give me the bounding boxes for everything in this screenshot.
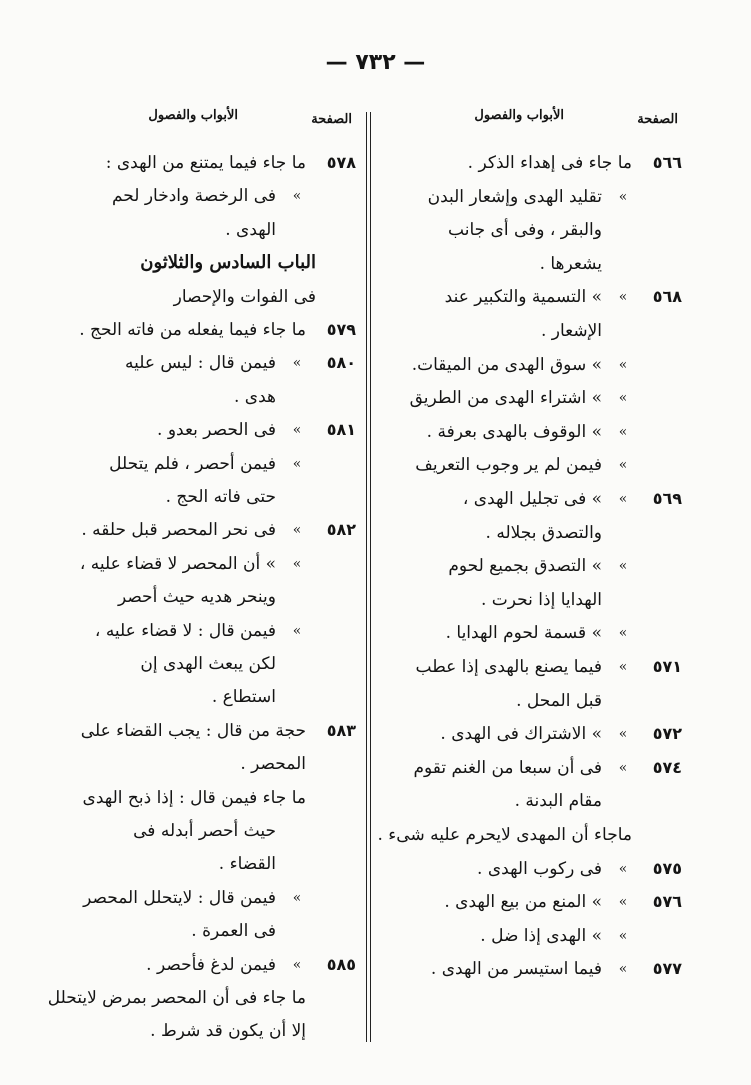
index-entry xyxy=(392,182,682,212)
index-entry xyxy=(56,849,356,879)
entry-page-number: ٥٨٣ xyxy=(326,720,356,740)
ditto-mark: » xyxy=(292,355,302,372)
entry-title: فيمن قال : لا قضاء عليه ، xyxy=(94,620,276,641)
entry-title: القضاء . xyxy=(218,854,276,875)
index-entry xyxy=(56,916,356,946)
index-entry xyxy=(392,282,682,312)
index-entry xyxy=(392,954,682,984)
entry-title: » الاشتراك فى الهدى . xyxy=(440,724,602,745)
index-entry xyxy=(56,315,356,345)
ditto-mark: » xyxy=(618,390,628,407)
column-header xyxy=(56,108,356,144)
entry-title: حجة من قال : يجب القضاء على xyxy=(80,720,306,741)
entry-title: فى الرخصة وادخار لحم xyxy=(111,186,276,207)
header-chapters-label: الأبواب والفصول xyxy=(474,108,564,123)
entry-page-number: ٥٧٥ xyxy=(652,858,682,878)
right-column xyxy=(377,108,682,980)
ditto-mark: » xyxy=(618,289,628,306)
ditto-mark: » xyxy=(618,726,628,743)
entry-title: فيمن أحصر ، فلم يتحلل xyxy=(109,453,276,474)
ditto-mark: » xyxy=(618,188,628,205)
ditto-mark: » xyxy=(618,927,628,944)
header-page-label: الصفحة xyxy=(637,112,678,127)
entry-page-number: ٥٧٤ xyxy=(652,757,682,777)
index-entry xyxy=(392,854,682,884)
entry-page-number: ٥٧٨ xyxy=(326,153,356,172)
index-entry xyxy=(56,582,356,612)
index-entry xyxy=(392,450,682,480)
index-entry xyxy=(56,1016,356,1046)
entry-title: ما جاء فيما يمتنع من الهدى : xyxy=(105,153,306,173)
index-entry xyxy=(47,983,356,1013)
column-divider xyxy=(366,112,371,1042)
entry-title: إلا أن يكون قد شرط . xyxy=(150,1021,306,1042)
entry-title: ما جاء فى أن المحصر بمرض لايتحلل xyxy=(47,988,306,1008)
entry-title: فيمن قال : لايتحلل المحصر xyxy=(83,887,276,908)
entry-title: فى نحر المحصر قبل حلقه . xyxy=(81,520,276,541)
entry-title: والبقر ، وفى أى جانب xyxy=(448,220,602,241)
index-entry xyxy=(392,249,682,279)
entry-title: فيمن لدغ فأحصر . xyxy=(146,954,276,975)
index-entry xyxy=(56,616,356,646)
index-entry xyxy=(56,348,356,378)
entry-title: » التسمية والتكبير عند xyxy=(444,287,602,308)
entry-title: فى ركوب الهدى . xyxy=(477,858,602,879)
entry-title: لكن يبعث الهدى إن xyxy=(140,654,276,674)
index-entry xyxy=(56,181,356,211)
entry-title: ما جاء فى إهداء الذكر . xyxy=(467,153,632,173)
index-entry xyxy=(56,816,356,846)
index-entry xyxy=(392,753,682,783)
entry-title: حتى فاته الحج . xyxy=(165,487,276,507)
entry-title: » قسمة لحوم الهدايا . xyxy=(445,623,602,644)
index-entry xyxy=(392,316,682,346)
chapter-heading: الباب السادس والثلاثون xyxy=(140,252,316,274)
index-entry xyxy=(56,883,356,913)
index-entry xyxy=(56,716,356,746)
page-number: — ٧٣٢ — xyxy=(325,50,426,75)
entry-title: » اشتراء الهدى من الطريق xyxy=(409,388,602,409)
index-entry xyxy=(56,415,356,445)
entry-title: فيما استيسر من الهدى . xyxy=(430,959,602,980)
entry-title: المحصر . xyxy=(240,754,306,775)
index-entry xyxy=(56,649,356,679)
index-entry xyxy=(392,383,682,413)
column-header xyxy=(392,108,682,144)
index-entry xyxy=(56,449,356,479)
ditto-mark: » xyxy=(618,356,628,373)
index-entry xyxy=(392,585,682,615)
entry-title: تقليد الهدى وإشعار البدن xyxy=(427,186,602,207)
entry-title: الإشعار . xyxy=(540,321,602,341)
entry-page-number: ٥٧٢ xyxy=(652,724,682,744)
index-entry xyxy=(56,382,356,412)
entry-title: استطاع . xyxy=(211,687,276,708)
index-entry xyxy=(56,482,356,512)
index-entry xyxy=(392,350,682,380)
index-entry xyxy=(392,417,682,447)
entry-title: » الوقوف بالهدى بعرفة . xyxy=(426,421,602,442)
index-entry xyxy=(56,549,356,579)
entry-title: فيمن لم ير وجوب التعريف xyxy=(415,455,602,476)
entry-title: » الهدى إذا ضل . xyxy=(480,925,602,946)
entry-title: وينحر هديه حيث أحصر xyxy=(117,587,276,608)
entry-page-number: ٥٨٥ xyxy=(326,954,356,974)
entry-page-number: ٥٧٧ xyxy=(652,959,682,979)
index-entry xyxy=(392,719,682,749)
index-entry xyxy=(392,652,682,682)
index-entry xyxy=(392,618,682,648)
entry-title: فيما يصنع بالهدى إذا عطب xyxy=(415,657,602,677)
left-column xyxy=(47,108,356,1042)
entry-title: قبل المحل . xyxy=(516,690,602,711)
entry-title: ماجاء أن المهدى لايحرم عليه شىء . xyxy=(377,825,632,845)
index-entry xyxy=(56,282,356,312)
index-entry xyxy=(392,686,682,716)
ditto-mark: » xyxy=(292,956,302,973)
index-entry xyxy=(56,950,356,980)
entry-title: يشعرها . xyxy=(539,253,602,274)
ditto-mark: » xyxy=(618,625,628,642)
ditto-mark: » xyxy=(618,659,628,675)
index-entry xyxy=(392,921,682,951)
entry-page-number: ٥٧١ xyxy=(652,657,682,676)
index-entry xyxy=(392,215,682,245)
header-chapters-label: الأبواب والفصول xyxy=(148,108,238,123)
ditto-mark: » xyxy=(618,961,628,978)
ditto-mark: » xyxy=(292,889,302,906)
entry-title: » التصدق بجميع لحوم xyxy=(448,556,602,577)
ditto-mark: » xyxy=(292,522,302,539)
entry-title: ما جاء فيمن قال : إذا ذبح الهدى xyxy=(82,787,306,808)
entry-title: مقام البدنة . xyxy=(514,791,602,812)
ditto-mark: » xyxy=(618,860,628,877)
entry-page-number: ٥٦٩ xyxy=(652,489,682,508)
entry-page-number: ٥٦٦ xyxy=(652,153,682,172)
entry-page-number: ٥٦٨ xyxy=(652,287,682,307)
ditto-mark: » xyxy=(618,457,628,474)
index-entry xyxy=(56,749,356,779)
entry-title: فيمن قال : ليس عليه xyxy=(124,353,276,374)
entry-title: » فى تجليل الهدى ، xyxy=(462,489,602,509)
entry-title: فى الحصر بعدو . xyxy=(157,420,276,441)
entry-title: ما جاء فيما يفعله من فاته الحج . xyxy=(79,320,306,340)
ditto-mark: » xyxy=(292,188,302,205)
ditto-mark: » xyxy=(292,622,302,639)
index-entry xyxy=(56,215,356,245)
ditto-mark: » xyxy=(618,894,628,911)
entry-title: » سوق الهدى من الميقات. xyxy=(411,354,602,375)
ditto-mark: » xyxy=(292,422,302,439)
ditto-mark: » xyxy=(618,759,628,776)
entry-title: هدى . xyxy=(233,386,276,407)
entry-page-number: ٥٨١ xyxy=(326,420,356,440)
entry-page-number: ٥٧٩ xyxy=(326,320,356,339)
index-entry xyxy=(377,820,682,850)
entry-page-number: ٥٧٦ xyxy=(652,892,682,912)
index-entry xyxy=(56,248,356,278)
ditto-mark: » xyxy=(618,558,628,575)
entry-title: » أن المحصر لا قضاء عليه ، xyxy=(79,553,276,574)
entry-title: الهدايا إذا نحرت . xyxy=(480,589,602,610)
index-entry xyxy=(392,484,682,514)
index-entry xyxy=(56,148,356,178)
index-entry xyxy=(392,518,682,548)
ditto-mark: » xyxy=(292,455,302,472)
index-entry xyxy=(392,148,682,178)
entry-title: » المنع من بيع الهدى . xyxy=(444,892,602,913)
index-entry xyxy=(56,682,356,712)
header-page-label: الصفحة xyxy=(311,112,352,127)
index-entry xyxy=(392,887,682,917)
entry-title: والتصدق بجلاله . xyxy=(485,522,602,543)
index-entry xyxy=(392,551,682,581)
entry-title: فى العمرة . xyxy=(191,921,276,942)
ditto-mark: » xyxy=(618,423,628,440)
entry-title: فى أن سبعا من الغنم تقوم xyxy=(413,757,602,778)
entry-page-number: ٥٨٠ xyxy=(326,353,356,373)
entry-title: الهدى . xyxy=(225,219,276,240)
index-entry xyxy=(392,786,682,816)
entry-title: حيث أحصر أبدله فى xyxy=(133,821,276,841)
index-entry xyxy=(56,783,356,813)
ditto-mark: » xyxy=(618,491,628,507)
ditto-mark: » xyxy=(292,555,302,572)
entry-page-number: ٥٨٢ xyxy=(326,520,356,540)
index-entry xyxy=(56,515,356,545)
entry-title: فى الفوات والإحصار xyxy=(173,286,316,307)
